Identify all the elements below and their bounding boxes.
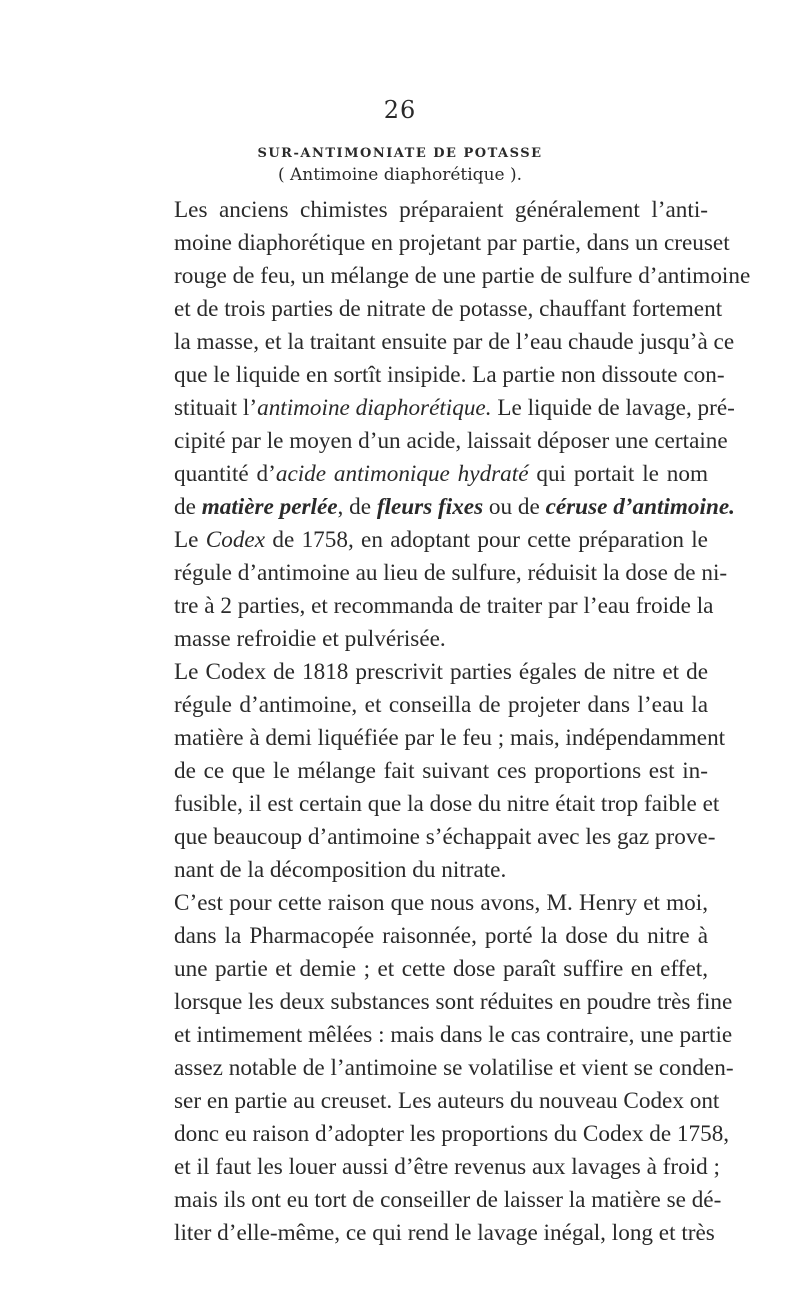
text-run: quantité d’ bbox=[174, 461, 276, 487]
text-run: , de bbox=[337, 494, 377, 520]
text-line: Le Codex de 1818 prescrivit parties égales de nitre et de bbox=[174, 659, 708, 685]
section-heading: SUR-ANTIMONIATE DE POTASSE bbox=[257, 146, 543, 161]
text-line: lorsque les deux substances sont réduites en poudre très fine bbox=[174, 989, 733, 1015]
text-line: fusible, il est certain que la dose du nitre était trop faible et bbox=[174, 791, 720, 817]
text-line: masse refroidie et pulvérisée. bbox=[174, 626, 446, 652]
text-line bbox=[146, 491, 735, 524]
text-line bbox=[146, 392, 735, 425]
body-text bbox=[146, 194, 751, 1250]
paragraph-2 bbox=[146, 524, 728, 656]
text-line: une partie et demie ; et cette dose paraît suffire en effet, bbox=[174, 956, 708, 982]
paragraph-1 bbox=[146, 194, 751, 524]
text-run: Le liquide de lavage, pré- bbox=[491, 395, 735, 421]
text-line bbox=[146, 524, 708, 557]
text-line: cipité par le moyen d’un acide, laissait déposer une certaine bbox=[174, 428, 728, 454]
text-line: rouge de feu, un mélange de une partie de sulfure d’antimoine bbox=[174, 263, 751, 289]
text-line: matière à demi liquéfiée par le feu ; mais, indépendamment bbox=[174, 725, 726, 751]
text-line: et de trois parties de nitrate de potasse, chauffant fortement bbox=[174, 296, 723, 322]
text-run: de bbox=[174, 494, 202, 520]
text-line: de ce que le mélange fait suivant ces proportions est in- bbox=[174, 758, 708, 784]
text-line: nant de la décomposition du nitrate. bbox=[174, 857, 507, 883]
text-line: et il faut les louer aussi d’être revenus aux lavages à froid ; bbox=[174, 1154, 720, 1180]
italic-term: céruse d’antimoine. bbox=[545, 494, 735, 520]
text-line: et intimement mêlées : mais dans le cas contraire, une partie bbox=[174, 1022, 733, 1048]
text-run: de 1758, en adoptant pour cette préparation le bbox=[265, 527, 708, 553]
text-line: mais ils ont eu tort de conseiller de laisser la matière se dé- bbox=[174, 1187, 722, 1213]
text-run: qui portait le nom bbox=[528, 461, 708, 487]
text-line: tre à 2 parties, et recommanda de traiter par l’eau froide la bbox=[174, 593, 714, 619]
italic-term: Codex bbox=[205, 527, 266, 553]
text-line: que beaucoup d’antimoine s’échappait avec les gaz prove- bbox=[174, 824, 716, 850]
text-line: liter d’elle-même, ce qui rend le lavage inégal, long et très bbox=[174, 1220, 715, 1246]
page-number: 26 bbox=[383, 96, 417, 124]
text-line: Les anciens chimistes préparaient généralement l’anti- bbox=[174, 197, 708, 223]
italic-term: antimoine diaphorétique. bbox=[257, 395, 492, 421]
text-line: ser en partie au creuset. Les auteurs du nouveau Codex ont bbox=[174, 1088, 720, 1114]
italic-term: acide antimonique hydraté bbox=[275, 461, 529, 487]
text-line: dans la Pharmacopée raisonnée, porté la dose du nitre à bbox=[174, 923, 708, 949]
text-line bbox=[146, 458, 708, 491]
text-line: moine diaphorétique en projetant par partie, dans un creuset bbox=[174, 230, 730, 256]
italic-term: fleurs fixes bbox=[376, 494, 484, 520]
text-line: que le liquide en sortît insipide. La partie non dissoute con- bbox=[174, 362, 725, 388]
section-subheading: ( Antimoine diaphorétique ). bbox=[277, 165, 523, 185]
paragraph-4 bbox=[146, 887, 734, 1250]
text-line: régule d’antimoine, et conseilla de projeter dans l’eau la bbox=[174, 692, 708, 718]
paragraph-3 bbox=[146, 656, 726, 887]
text-run: stituait l’ bbox=[174, 395, 258, 421]
text-line: C’est pour cette raison que nous avons, M. Henry et moi, bbox=[174, 890, 708, 916]
text-run: ou de bbox=[483, 494, 546, 520]
text-line: donc eu raison d’adopter les proportions du Codex de 1758, bbox=[174, 1121, 730, 1147]
text-line: assez notable de l’antimoine se volatilise et vient se conden- bbox=[174, 1055, 734, 1081]
text-line: régule d’antimoine au lieu de sulfure, réduisit la dose de ni- bbox=[174, 560, 728, 586]
text-run: Le bbox=[174, 527, 206, 553]
text-line: la masse, et la traitant ensuite par de l’eau chaude jusqu’à ce bbox=[174, 329, 735, 355]
italic-term: matière perlée bbox=[201, 494, 338, 520]
